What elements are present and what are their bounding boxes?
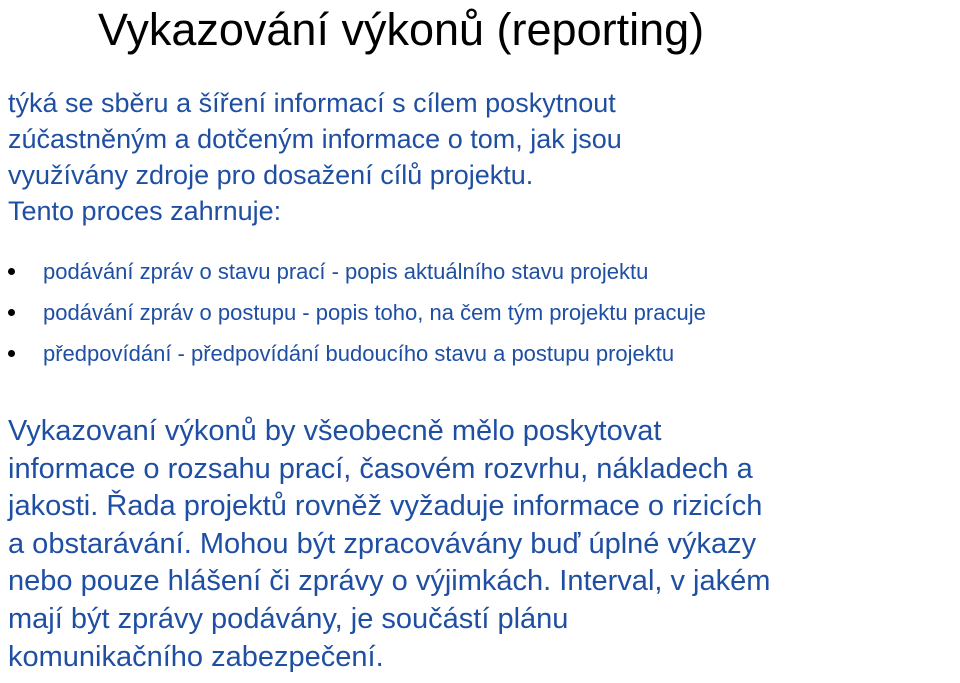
closing-line: nebo pouze hlášení či zprávy o výjimkách. Interval, v jakém	[8, 565, 771, 598]
process-heading: Tento proces zahrnuje:	[8, 196, 282, 226]
closing-line: Vykazovaní výkonů by všeobecně mělo poskytovat	[8, 415, 662, 447]
bullet-text: předpovídání - předpovídání budoucího stavu a postupu projektu	[43, 341, 675, 366]
closing-line: jakosti. Řada projektů rovněž vyžaduje informace o rizicích	[8, 490, 763, 523]
closing-paragraph	[8, 413, 958, 676]
intro-line: týká se sběru a šíření informací s cílem poskytnout	[8, 88, 616, 118]
intro-line: zúčastněným a dotčeným informace o tom, jak jsou	[8, 124, 622, 154]
bullet-dot-icon	[8, 350, 15, 357]
closing-line: komunikačního zabezpečení.	[8, 640, 384, 673]
bullet-dot-icon	[8, 268, 15, 275]
closing-line: a obstarávání. Mohou být zpracovávány buď úplné výkazy	[8, 527, 757, 560]
bullet-dot-icon	[8, 309, 15, 316]
bullet-list	[8, 251, 958, 374]
bullet-item	[8, 333, 958, 374]
intro-line: využívány zdroje pro dosažení cílů projektu.	[8, 160, 534, 190]
bullet-text: podávání zpráv o stavu prací - popis aktuálního stavu projektu	[43, 259, 649, 284]
bullet-text: podávání zpráv o postupu - popis toho, na čem tým projektu pracuje	[43, 300, 706, 325]
intro-paragraph	[8, 85, 953, 229]
bullet-item	[8, 251, 958, 292]
closing-line: informace o rozsahu prací, časovém rozvrhu, nákladech a	[8, 452, 753, 485]
slide-title: Vykazování výkonů (reporting)	[98, 4, 705, 55]
closing-line: mají být zprávy podávány, je součástí plánu	[8, 602, 569, 635]
bullet-item	[8, 292, 958, 333]
